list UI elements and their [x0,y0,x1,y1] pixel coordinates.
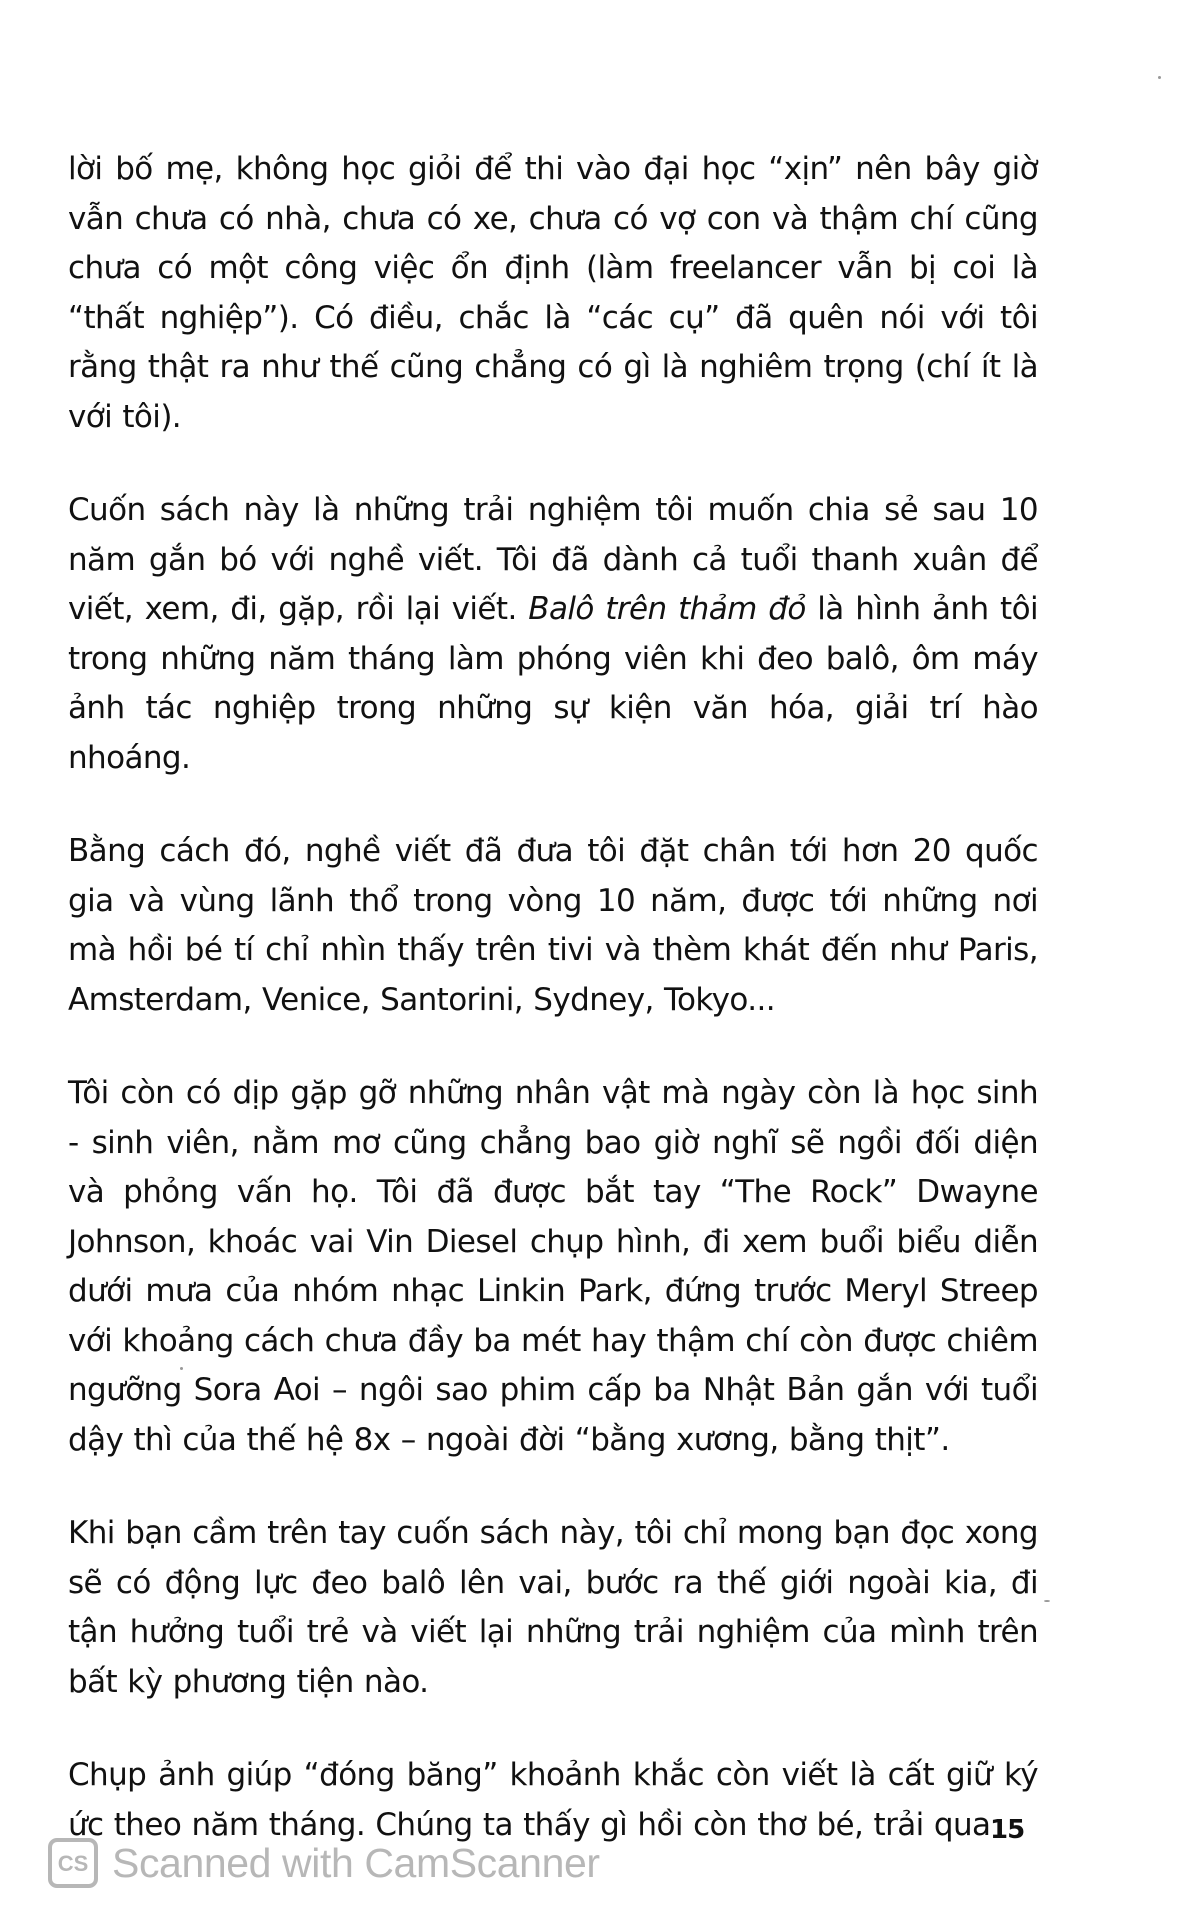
paragraph-2 [68,486,1038,783]
book-title-italic: Balô trên thảm đỏ [528,591,806,627]
scan-speck [1044,1600,1050,1602]
camscanner-logo-text: CS [57,1851,89,1876]
book-page-body [68,145,1038,1850]
paragraph-2-after: là hình ảnh tôi trong những năm tháng làm phóng viên khi đeo balô, ôm máy ảnh tác nghiệp trong những sự kiện văn hóa, giải trí hào nhoáng. [68,591,1038,776]
paragraph-1: lời bố mẹ, không học giỏi để thi vào đại học “xịn” nên bây giờ vẫn chưa có nhà, chưa có xe, chưa có vợ con và thậm chí cũng chưa có một công việc ổn định (làm freelancer vẫn bị coi là “thất nghiệp”). Có điều, chắc là “các cụ” đã quên nói với tôi rằng thật ra như thế cũng chẳng có gì là nghiêm trọng (chí ít là với tôi). [68,151,1038,435]
paragraph-4: Tôi còn có dịp gặp gỡ những nhân vật mà ngày còn là học sinh - sinh viên, nằm mơ cũng chẳng bao giờ nghĩ sẽ ngồi đối diện và phỏng vấn họ. Tôi đã được bắt tay “The Rock” Dwayne Johnson, khoác vai Vin Diesel chụp hình, đi xem buổi biểu diễn dưới mưa của nhóm nhạc Linkin Park, đứng trước Meryl Streep với khoảng cách chưa đầy ba mét hay thậm chí còn được chiêm ngưỡng Sora Aoi – ngôi sao phim cấp ba Nhật Bản gắn với tuổi dậy thì của thế hệ 8x – ngoài đời “bằng xương, bằng thịt”. [68,1075,1038,1458]
camscanner-watermark [48,1838,600,1888]
paragraph-5: Khi bạn cầm trên tay cuốn sách này, tôi chỉ mong bạn đọc xong sẽ có động lực đeo balô lên vai, bước ra thế giới ngoài kia, đi tận hưởng tuổi trẻ và viết lại những trải nghiệm của mình trên bất kỳ phương tiện nào. [68,1515,1038,1700]
paragraph-2-before: Cuốn sách này là những trải nghiệm tôi muốn chia sẻ sau 10 năm gắn bó với nghề viết. Tôi đã dành cả tuổi thanh xuân để viết, xem, đi, gặp, rồi lại viết. [68,492,1038,627]
scan-speck [180,1367,183,1370]
paragraph-3: Bằng cách đó, nghề viết đã đưa tôi đặt chân tới hơn 20 quốc gia và vùng lãnh thổ trong vòng 10 năm, được tới những nơi mà hồi bé tí chỉ nhìn thấy trên tivi và thèm khát đến như Paris, Amsterdam, Venice, Santorini, Sydney, Tokyo... [68,833,1038,1018]
watermark-text: Scanned with CamScanner [112,1839,600,1886]
page-number: 15 [990,1815,1025,1845]
camscanner-logo-icon [48,1838,98,1888]
scan-speck [1158,76,1161,79]
paragraph-6: Chụp ảnh giúp “đóng băng” khoảnh khắc còn viết là cất giữ ký ức theo năm tháng. Chúng ta thấy gì hồi còn thơ bé, trải qua [68,1757,1038,1843]
